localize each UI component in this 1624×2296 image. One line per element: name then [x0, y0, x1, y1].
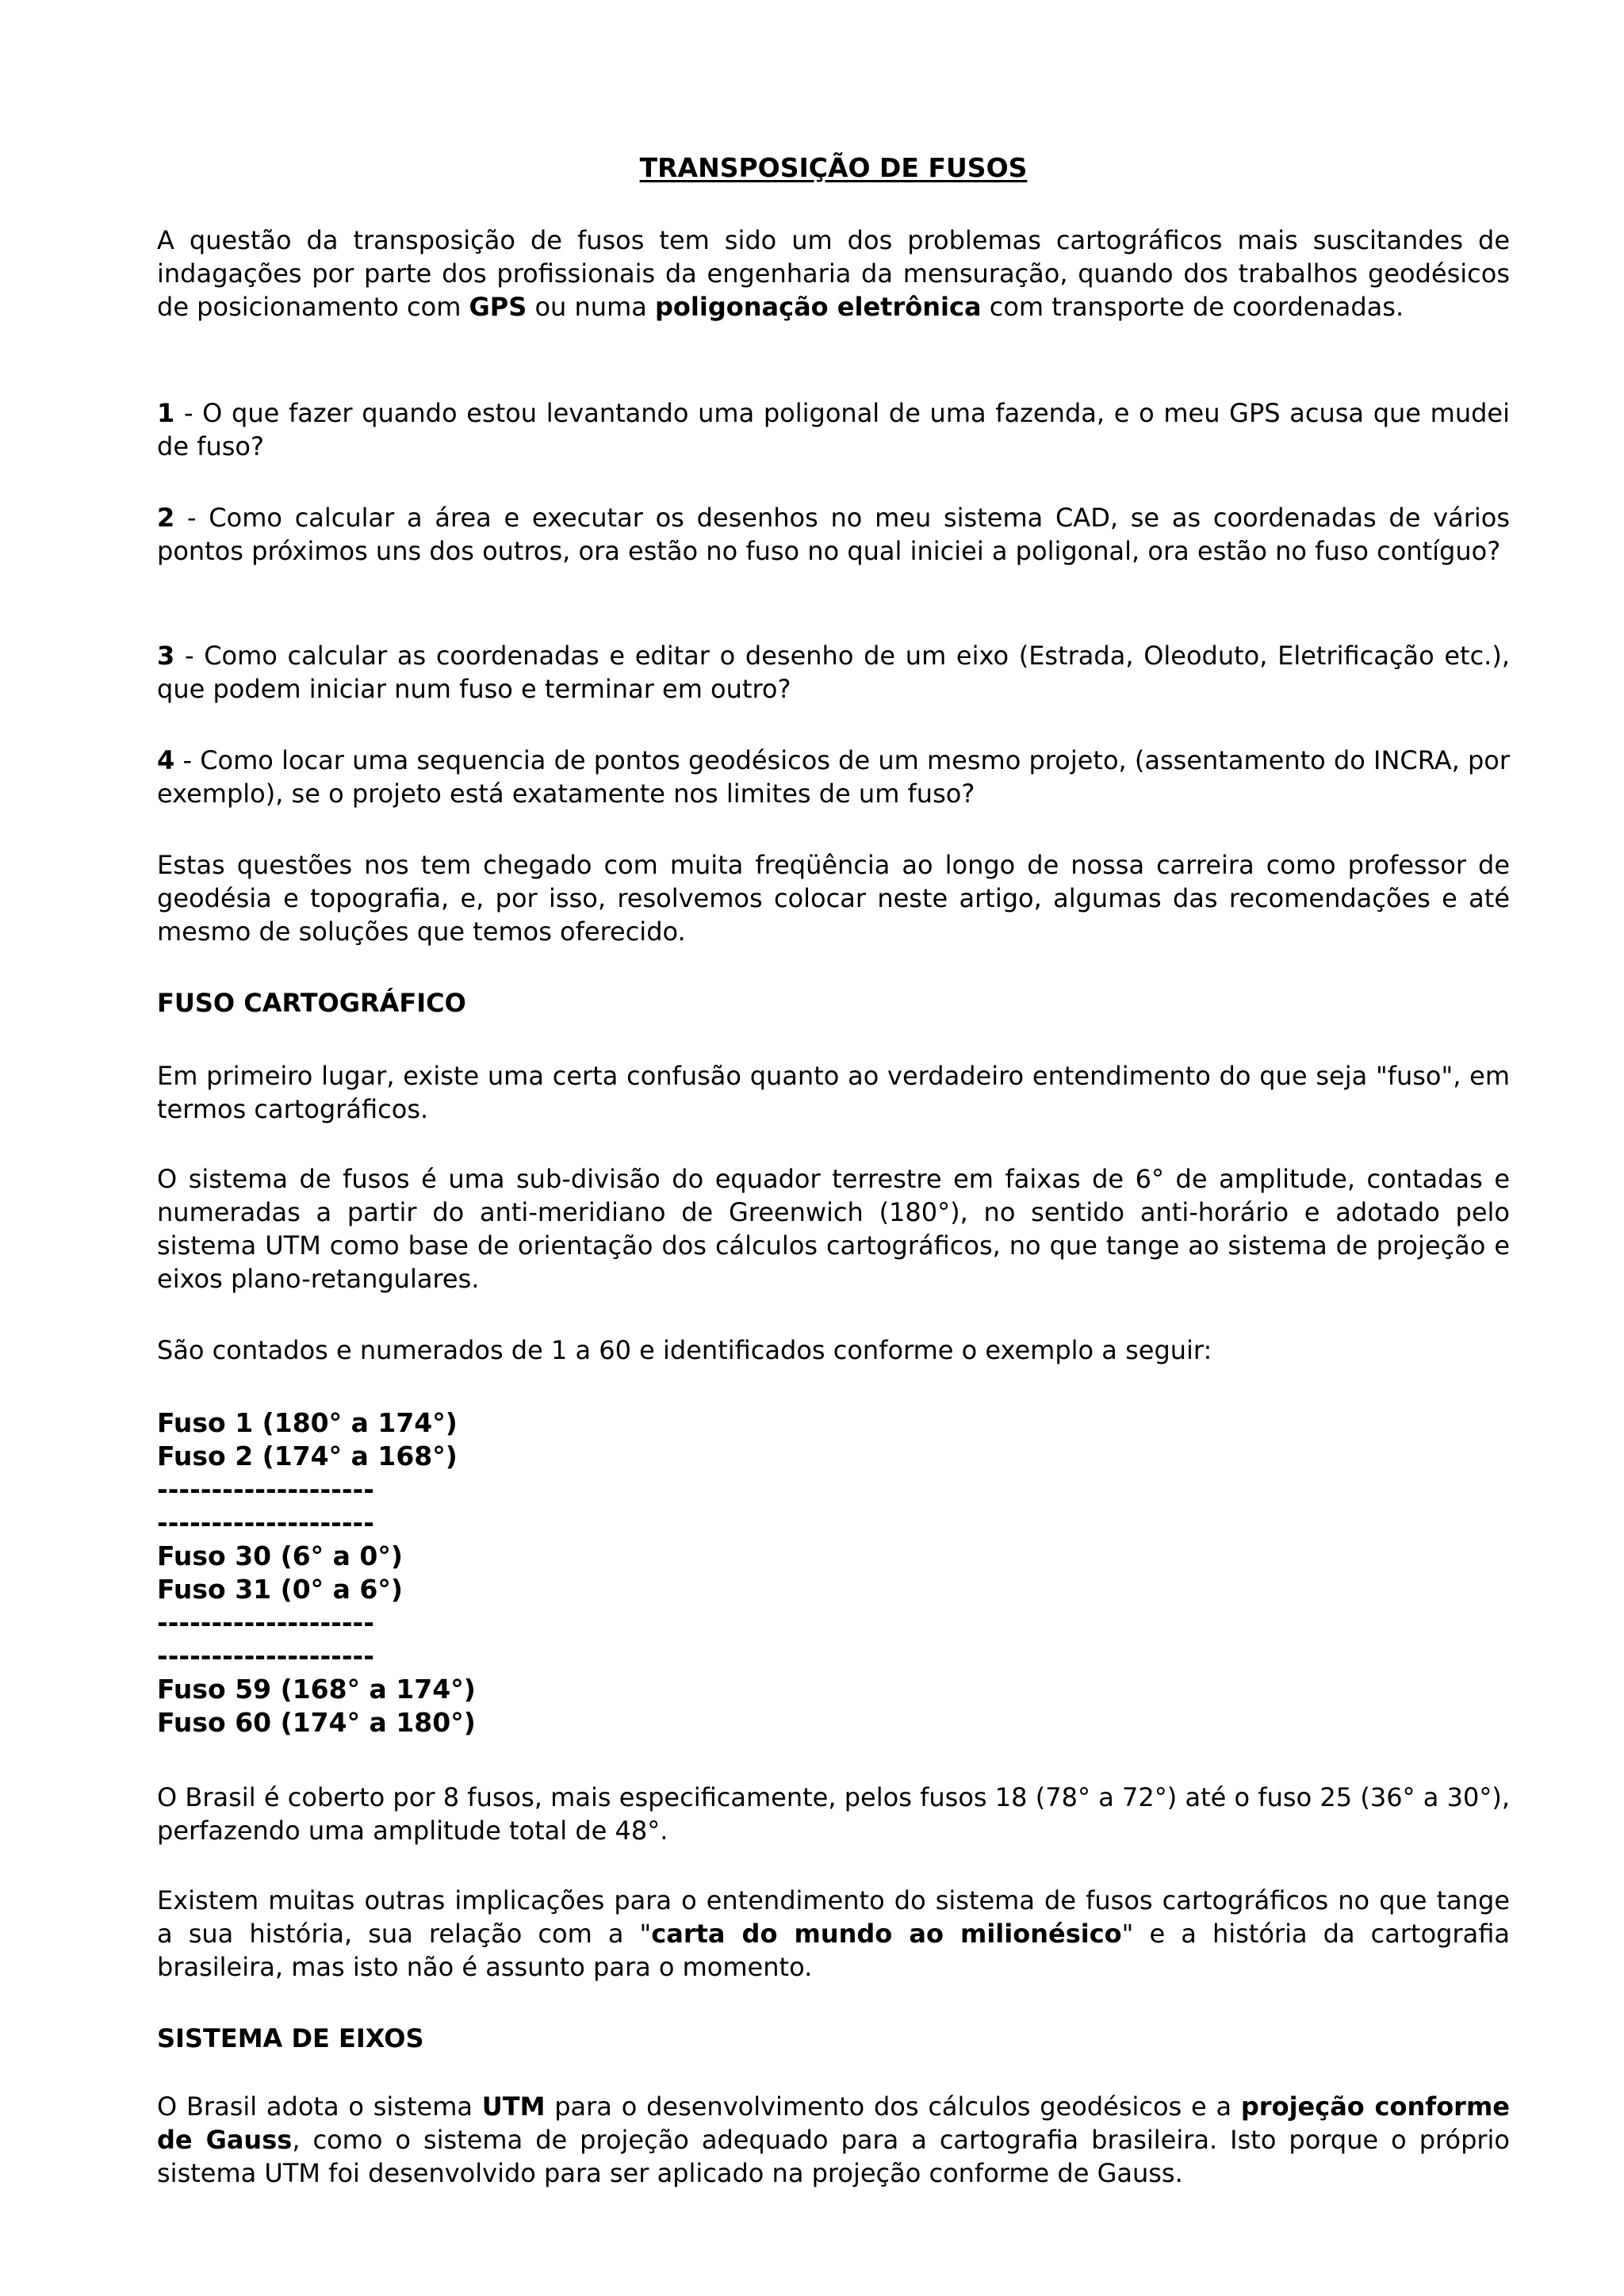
- eixos-bold-utm: UTM: [481, 2091, 546, 2122]
- list-item: --------------------: [157, 1607, 374, 1638]
- question-4: [157, 744, 1510, 810]
- section-heading-fuso: FUSO CARTOGRÁFICO: [157, 988, 466, 1018]
- list-item: Fuso 30 (6° a 0°): [157, 1540, 403, 1571]
- section-heading-eixos: SISTEMA DE EIXOS: [157, 2023, 424, 2053]
- intro-bold-gps: GPS: [469, 292, 527, 322]
- eixos-paragraph-1: [157, 2090, 1510, 2190]
- fuso-paragraph-4: O Brasil é coberto por 8 fusos, mais especificamente, pelos fusos 18 (78° a 72°) até o fuso 25 (36° a 30°), perfazendo uma amplitude total de 48°.: [157, 1782, 1510, 1846]
- question-3: [157, 639, 1510, 706]
- intro-text-2: ou numa: [527, 292, 656, 322]
- question-1: [157, 396, 1510, 463]
- eixos-bold-gauss: projeção conforme de Gauss: [157, 2091, 1511, 2155]
- list-item: --------------------: [157, 1640, 374, 1671]
- intro-paragraph: [157, 224, 1510, 323]
- question-text: - O que fazer quando estou levantando uma poligonal de uma fazenda, e o meu GPS acusa que mudei de fuso?: [157, 398, 1510, 461]
- question-text: - Como calcular a área e executar os desenhos no meu sistema CAD, se as coordenadas de vários pontos próximos uns dos outros, ora estão no fuso no qual iniciei a poligonal, ora estão no fuso contíguo?: [157, 503, 1510, 566]
- question-2: [157, 501, 1510, 568]
- eixos-text-1: O Brasil adota o sistema: [157, 2091, 482, 2122]
- list-item: Fuso 1 (180° a 174°): [157, 1407, 458, 1438]
- intro-text-1: A questão da transposição de fusos tem sido um dos problemas cartográficos mais suscitandes de indagações por parte dos profissionais da engenharia da mensuração, quando dos trabalhos geodésicos de posicionamento com: [157, 225, 1510, 322]
- list-item: --------------------: [157, 1507, 374, 1538]
- fuso-list: [157, 1406, 476, 1739]
- list-item: Fuso 59 (168° a 174°): [157, 1674, 476, 1705]
- list-item: --------------------: [157, 1474, 374, 1505]
- question-number: 3: [157, 641, 175, 671]
- questions-summary: Estas questões nos tem chegado com muita freqüência ao longo de nossa carreira como professor de geodésia e topografia, e, por isso, resolvemos colocar neste artigo, algumas das recomendações e até mesmo de soluções que temos oferecido.: [157, 850, 1510, 947]
- eixos-text-3: , como o sistema de projeção adequado para a cartografia brasileira. Isto porque o próprio sistema UTM foi desenvolvido para ser aplicado na projeção conforme de Gauss.: [157, 2125, 1511, 2188]
- question-text: - Como locar uma sequencia de pontos geodésicos de um mesmo projeto, (assentamento do INCRA, por exemplo), se o projeto está exatamente nos limites de um fuso?: [157, 745, 1510, 809]
- intro-text-3: com transporte de coordenadas.: [981, 292, 1404, 322]
- fuso-p5-text-2: " e a história da cartografia brasileira, mas isto não é assunto para o momento.: [157, 1919, 1511, 1982]
- question-number: 4: [157, 745, 175, 775]
- intro-bold-poligonacao: poligonação eletrônica: [655, 292, 982, 322]
- question-number: 1: [157, 398, 175, 428]
- fuso-paragraph-5: [157, 1884, 1510, 1984]
- page-title: TRANSPOSIÇÃO DE FUSOS: [639, 152, 1028, 183]
- fuso-p5-bold: carta do mundo ao milionésico: [651, 1919, 1122, 1949]
- list-item: Fuso 60 (174° a 180°): [157, 1707, 476, 1738]
- eixos-text-2: para o desenvolvimento dos cálculos geodésicos e a: [545, 2091, 1241, 2122]
- fuso-paragraph-3: São contados e numerados de 1 a 60 e identificados conforme o exemplo a seguir:: [157, 1335, 1212, 1365]
- question-number: 2: [157, 503, 175, 533]
- list-item: Fuso 2 (174° a 168°): [157, 1441, 458, 1471]
- fuso-p5-text-1: Existem muitas outras implicações para o entendimento do sistema de fusos cartográficos no que tange a sua história, sua relação com a ": [157, 1885, 1510, 1949]
- fuso-paragraph-2: O sistema de fusos é uma sub-divisão do equador terrestre em faixas de 6° de amplitude, contadas e numeradas a partir do anti-meridiano de Greenwich (180°), no sentido anti-horário e adotado pelo sistema UTM como base de orientação dos cálculos cartográficos, no que tange ao sistema de projeção e eixos plano-retangulares.: [157, 1164, 1510, 1294]
- question-text: - Como calcular as coordenadas e editar o desenho de um eixo (Estrada, Oleoduto, Eletrificação etc.), que podem iniciar num fuso e terminar em outro?: [157, 641, 1510, 704]
- list-item: Fuso 31 (0° a 6°): [157, 1574, 403, 1605]
- fuso-paragraph-1: Em primeiro lugar, existe uma certa confusão quanto ao verdadeiro entendimento do que seja "fuso", em termos cartográficos.: [157, 1061, 1510, 1124]
